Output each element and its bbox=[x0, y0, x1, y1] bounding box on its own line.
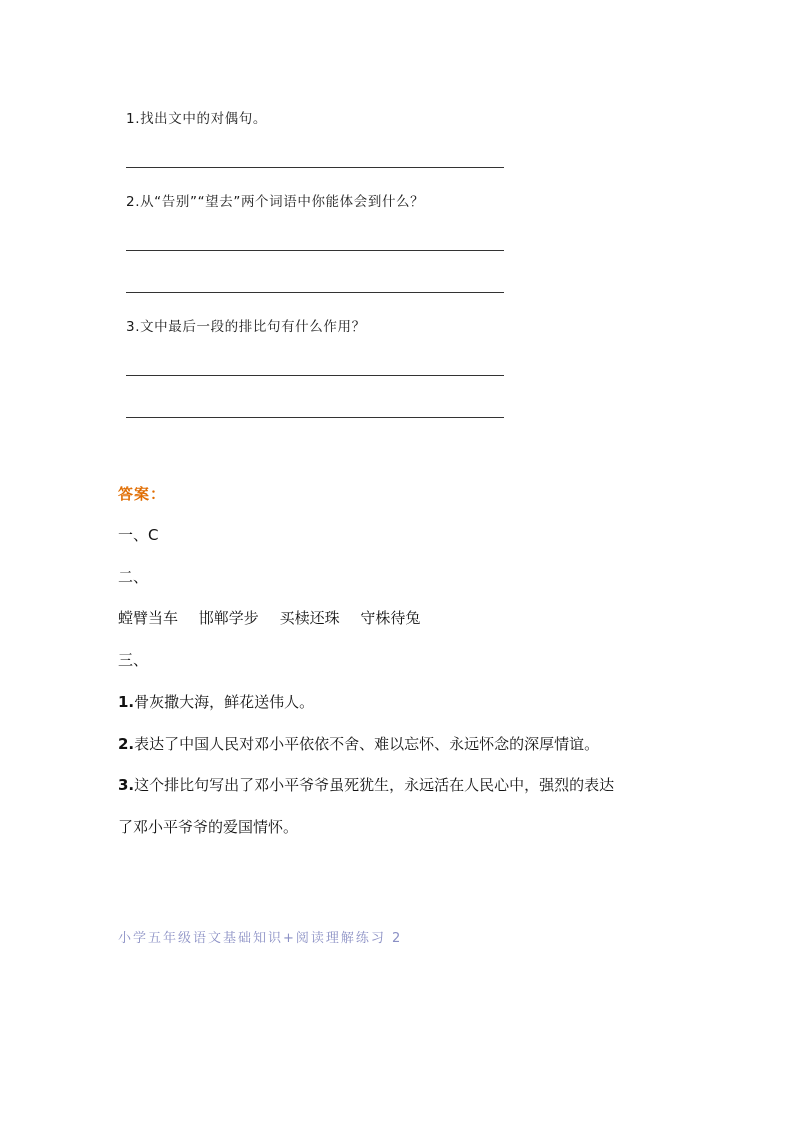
answer-part-3-label: 三、 bbox=[118, 651, 149, 669]
answer-part-2-label: 二、 bbox=[118, 568, 149, 586]
answers-title: 答案： bbox=[118, 485, 167, 503]
item-number: 2. bbox=[118, 735, 135, 753]
question-3: 3.文中最后一段的排比句有什么作用？ bbox=[126, 319, 366, 335]
answer-part-2-idioms bbox=[118, 608, 436, 628]
answer-line bbox=[126, 417, 504, 418]
item-text: 表达了中国人民对邓小平依依不舍、难以忘怀、永远怀念的深厚情谊。 bbox=[134, 735, 600, 753]
answer-line bbox=[126, 375, 504, 376]
idiom: 螳臂当车 bbox=[118, 609, 179, 627]
footer-title: 小学五年级语文基础知识+阅读理解练习 2 bbox=[118, 931, 403, 946]
item-text: 这个排比句写出了邓小平爷爷虽死犹生，永远活在人民心中，强烈的表达 bbox=[134, 776, 615, 794]
idiom: 邯郸学步 bbox=[198, 609, 259, 627]
item-text: 骨灰撒大海，鲜花送伟人。 bbox=[134, 693, 315, 711]
idiom: 守株待兔 bbox=[360, 609, 421, 627]
question-1: 1.找出文中的对偶句。 bbox=[126, 111, 267, 127]
answer-part-3-item-2 bbox=[118, 734, 599, 754]
answer-line bbox=[126, 292, 504, 293]
answer-part-3-item-3 bbox=[118, 775, 614, 795]
item-number: 3. bbox=[118, 776, 135, 794]
answer-part-3-item-3-continued: 了邓小平爷爷的爱国情怀。 bbox=[118, 818, 299, 836]
answer-line bbox=[126, 250, 504, 251]
answer-part-1: 一、C bbox=[118, 526, 159, 544]
question-2: 2.从“告别”“望去”两个词语中你能体会到什么？ bbox=[126, 194, 425, 210]
answer-part-3-item-1 bbox=[118, 692, 314, 712]
item-number: 1. bbox=[118, 693, 135, 711]
idiom: 买椟还珠 bbox=[279, 609, 340, 627]
answer-line bbox=[126, 167, 504, 168]
